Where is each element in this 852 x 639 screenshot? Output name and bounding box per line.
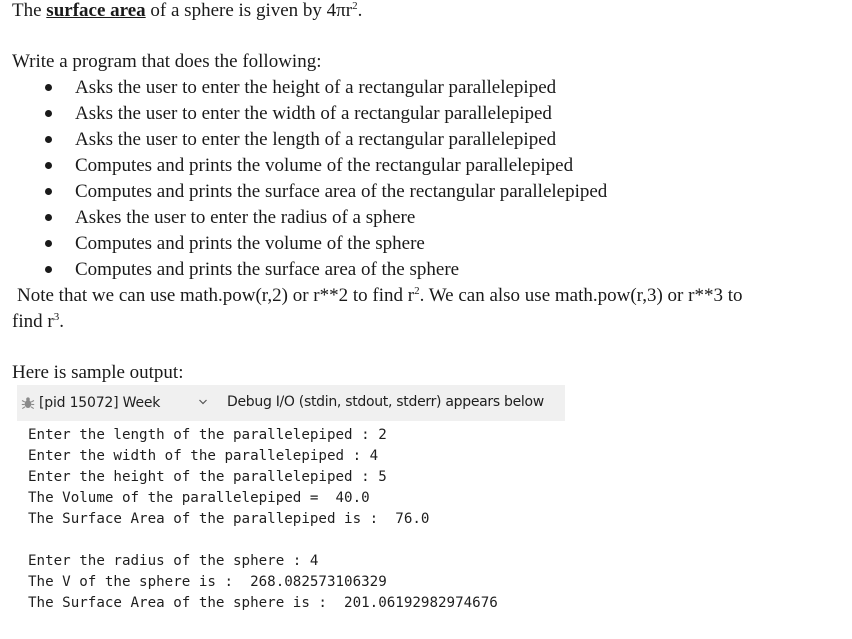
intro-sentence [12,0,362,22]
instructions-heading: Write a program that does the following: [12,51,322,72]
bullet-icon [45,110,52,117]
bullet-icon [45,188,52,195]
bullet-icon [45,214,52,221]
note-superscript-3: 3 [53,311,60,323]
console-output [28,425,498,614]
output-line: The V of the sphere is : 268.082573106329 [28,574,387,590]
sample-output-heading: Here is sample output: [12,362,184,383]
note-line-2 [12,311,64,333]
debug-io-label: Debug I/O (stdin, stdout, stderr) appears below [227,394,544,410]
surface-area-term: surface area [46,0,146,21]
note-line2-prefix: find r [12,311,54,332]
intro-prefix: The [12,0,47,21]
debug-console-panel [17,385,565,635]
note-line-1 [17,285,743,307]
intro-end: . [357,0,363,21]
output-line: The Surface Area of the sphere is : 201.06192982974676 [28,595,498,611]
output-line: Enter the width of the parallelepiped : 4 [28,448,379,464]
note-line2-end: . [59,311,64,332]
output-line: The Surface Area of the parallepiped is : 76.0 [28,511,430,527]
bullet-icon [45,84,52,91]
bullet-icon [45,136,52,143]
output-line [28,530,498,551]
bug-icon [21,396,35,410]
output-line: Enter the length of the parallelepiped : 2 [28,427,387,443]
output-line: Enter the radius of the sphere : 4 [28,553,319,569]
bullet-icon [45,162,52,169]
note-part2: . We can also use math.pow(r,3) or r**3 to [419,285,743,306]
bullet-icon [45,240,52,247]
process-dropdown[interactable] [21,391,201,415]
note-superscript-2: 2 [414,285,420,297]
chevron-down-icon[interactable] [199,394,207,402]
note-part1: Note that we can use math.pow(r,2) or r**2 to find r [17,285,415,306]
output-line: The Volume of the parallelepiped = 40.0 [28,490,370,506]
bullet-icon [45,266,52,273]
intro-superscript: 2 [352,0,358,12]
output-line: Enter the height of the parallelepiped : 5 [28,469,387,485]
console-toolbar [17,385,565,421]
process-label: [pid 15072] Week [39,395,161,411]
intro-suffix: of a sphere is given by 4πr [145,0,353,21]
